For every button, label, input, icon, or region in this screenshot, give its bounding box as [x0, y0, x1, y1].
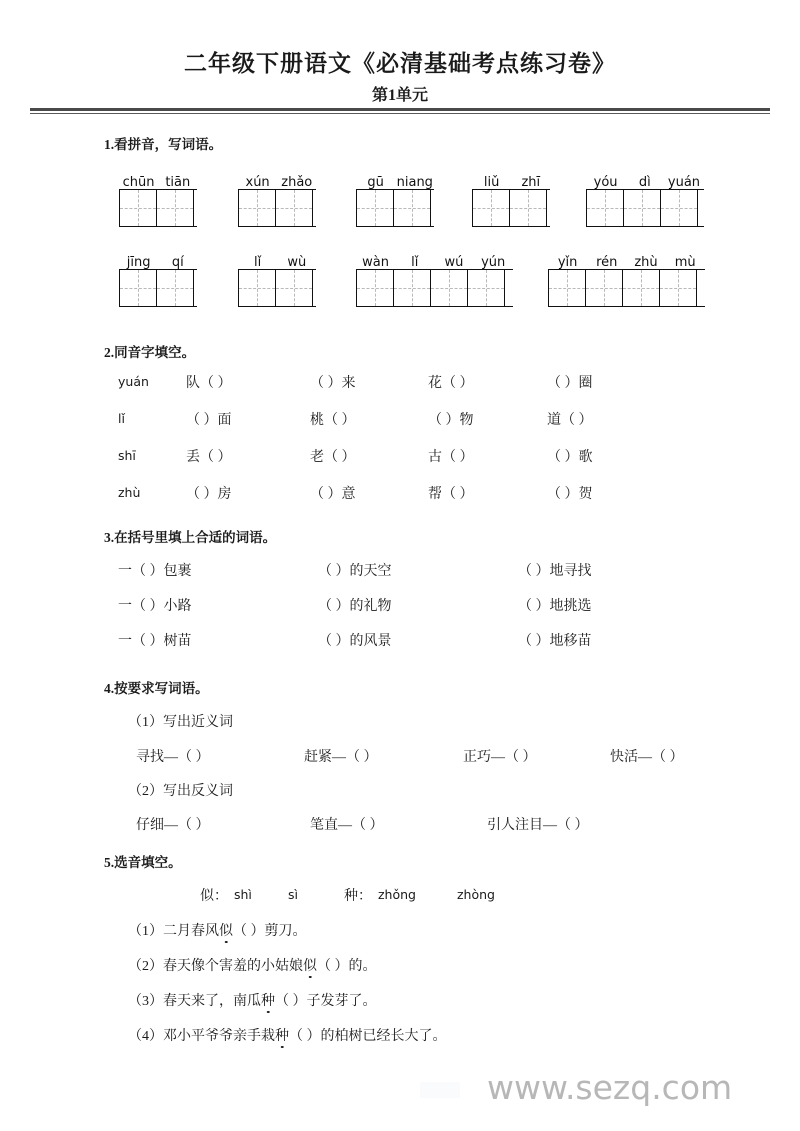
pinyin-row: [238, 170, 316, 189]
pinyin-syllable: wàn: [362, 255, 390, 270]
emphasized-char: 种: [261, 994, 275, 1009]
pinyin-syllable: lǐ: [411, 255, 419, 270]
homophone-pinyin-yuan: yuán: [118, 374, 149, 389]
tianzige-grid[interactable]: [356, 269, 513, 307]
pinyin-syllable: zhù: [634, 255, 658, 270]
pinyin-syllable: zhī: [521, 175, 541, 190]
section-3-number: 3.: [104, 530, 115, 545]
homophone-pinyin-shi: shī: [118, 448, 136, 463]
pinyin-syllable: yǐn: [557, 255, 578, 270]
tianzige-grid[interactable]: [472, 189, 550, 227]
tianzige-cell[interactable]: [276, 190, 313, 226]
pinyin-group-xunzhao: [238, 170, 316, 227]
collocation-blank[interactable]: 一（ ）树苗: [118, 634, 192, 649]
pinyin-syllable: chūn: [122, 175, 155, 190]
synonym-blank[interactable]: 快活—（ ）: [610, 750, 684, 765]
tianzige-cell[interactable]: [357, 270, 394, 306]
homophone-blank[interactable]: （ ）房: [186, 487, 232, 502]
homophone-blank[interactable]: 丢（ ）: [186, 450, 232, 465]
subsection-label-synonyms: （1）写出近义词: [128, 715, 233, 730]
collocation-blank[interactable]: （ ）的天空: [318, 564, 392, 579]
homophone-pinyin-zhu: zhù: [118, 485, 141, 500]
pinyin-syllable: dì: [638, 175, 651, 190]
reading-question[interactable]: [128, 1025, 447, 1045]
collocation-blank[interactable]: （ ）的风景: [318, 634, 392, 649]
tianzige-grid[interactable]: [586, 189, 704, 227]
section-5-number: 5.: [104, 855, 115, 870]
tianzige-cell[interactable]: [120, 190, 157, 226]
page-subtitle: 第1单元: [371, 87, 428, 104]
question-text-post: （ ）的。: [317, 959, 377, 974]
pinyin-syllable: wú: [444, 255, 464, 270]
tianzige-cell[interactable]: [431, 270, 468, 306]
tianzige-cell[interactable]: [239, 270, 276, 306]
antonym-blank[interactable]: 仔细—（ ）: [136, 818, 210, 833]
reading-question[interactable]: [128, 920, 307, 940]
homophone-blank[interactable]: 队（ ）: [186, 376, 232, 391]
section-2-heading: [104, 341, 195, 361]
emphasized-char: 种: [275, 1029, 289, 1044]
collocation-blank[interactable]: （ ）地挑选: [518, 599, 592, 614]
question-text-pre: 春天像个害羞的小姑娘: [163, 959, 303, 974]
homophone-blank[interactable]: （ ）面: [186, 413, 232, 428]
pinyin-row: [356, 250, 513, 269]
question-number: （3）: [128, 994, 163, 1009]
section-2-title: 同音字填空。: [114, 345, 196, 360]
tianzige-cell[interactable]: [468, 270, 505, 306]
question-text-post: （ ）子发芽了。: [275, 994, 377, 1009]
tianzige-grid[interactable]: [119, 189, 197, 227]
pinyin-row: [238, 250, 316, 269]
question-number: （2）: [128, 959, 163, 974]
emphasized-char: 似: [219, 924, 233, 939]
homophone-blank[interactable]: 老（ ）: [310, 450, 356, 465]
question-text-pre: 二月春风: [163, 924, 219, 939]
tianzige-grid[interactable]: [238, 269, 316, 307]
pinyin-syllable: niang: [396, 175, 433, 190]
homophone-blank[interactable]: （ ）意: [310, 487, 356, 502]
tianzige-cell[interactable]: [357, 190, 394, 226]
pinyin-syllable: lǐ: [253, 255, 262, 270]
subsection-label-antonyms: （2）写出反义词: [128, 784, 233, 799]
tianzige-grid[interactable]: [119, 269, 197, 307]
section-4-number: 4.: [104, 681, 115, 696]
section-4-title: 按要求写词语。: [114, 681, 209, 696]
pinyin-syllable: tiān: [165, 175, 191, 190]
pinyin-row: [548, 250, 705, 269]
antonym-blank[interactable]: 引人注目—（ ）: [487, 818, 589, 833]
homophone-blank[interactable]: （ ）歌: [547, 450, 593, 465]
pinyin-row: [119, 250, 197, 269]
emphasized-char: 似: [303, 959, 317, 974]
homophone-pinyin-li: lǐ: [118, 411, 125, 426]
section-3-heading: [104, 526, 276, 546]
collocation-blank[interactable]: （ ）的礼物: [318, 599, 392, 614]
tianzige-cell[interactable]: [623, 270, 660, 306]
pinyin-row: [356, 170, 434, 189]
tianzige-cell[interactable]: [510, 190, 547, 226]
page-title: 二年级下册语文《必清基础考点练习卷》: [184, 51, 616, 76]
watermark-ghost-block: [420, 1082, 460, 1098]
pinyin-syllable: xún: [245, 175, 270, 190]
homophone-blank[interactable]: （ ）物: [428, 413, 474, 428]
collocation-blank[interactable]: 一（ ）小路: [118, 599, 192, 614]
pinyin-syllable: yuán: [667, 175, 701, 190]
tianzige-cell[interactable]: [157, 270, 194, 306]
tianzige-cell[interactable]: [624, 190, 661, 226]
tianzige-cell[interactable]: [157, 190, 194, 226]
antonym-blank[interactable]: 笔直—（ ）: [310, 818, 384, 833]
reading-option-si[interactable]: sì: [288, 887, 298, 902]
header-divider: [30, 108, 770, 114]
pinyin-row: [586, 170, 704, 189]
pinyin-row: [119, 170, 197, 189]
tianzige-cell[interactable]: [587, 190, 624, 226]
pinyin-syllable: yún: [481, 255, 506, 270]
tianzige-cell[interactable]: [394, 190, 431, 226]
question-text-pre: 春天来了，南瓜: [163, 994, 261, 1009]
homophone-blank[interactable]: 帮（ ）: [428, 487, 474, 502]
section-1-number: 1.: [104, 137, 115, 152]
pinyin-syllable: zhǎo: [281, 175, 313, 190]
collocation-blank[interactable]: 一（ ）包裹: [118, 564, 192, 579]
pinyin-group-chuntian: [119, 170, 197, 227]
tianzige-cell[interactable]: [394, 270, 431, 306]
section-4-heading: [104, 677, 209, 697]
pinyin-syllable: jīng: [126, 255, 151, 270]
reading-option-zhong3[interactable]: zhǒng: [378, 887, 416, 902]
reading-key-char-zhong: 种：: [344, 889, 372, 904]
tianzige-cell[interactable]: [276, 270, 313, 306]
homophone-blank[interactable]: 古（ ）: [428, 450, 474, 465]
reading-key-char-si: 似：: [200, 889, 228, 904]
pinyin-row: [472, 170, 550, 189]
pinyin-group-jingqi: [119, 250, 197, 307]
pinyin-group-yinrenzhumu: [548, 250, 705, 307]
synonym-blank[interactable]: 寻找—（ ）: [136, 750, 210, 765]
pinyin-syllable: liǔ: [483, 175, 500, 190]
pinyin-syllable: wù: [287, 255, 307, 270]
pinyin-syllable: qí: [171, 255, 184, 270]
tianzige-grid[interactable]: [548, 269, 705, 307]
section-2-number: 2.: [104, 345, 115, 360]
homophone-blank[interactable]: （ ）贺: [547, 487, 593, 502]
tianzige-cell[interactable]: [549, 270, 586, 306]
pinyin-syllable: rén: [596, 255, 618, 270]
tianzige-grid[interactable]: [356, 189, 434, 227]
tianzige-cell[interactable]: [586, 270, 623, 306]
homophone-blank[interactable]: 花（ ）: [428, 376, 474, 391]
homophone-blank[interactable]: （ ）圈: [547, 376, 593, 391]
homophone-blank[interactable]: 桃（ ）: [310, 413, 356, 428]
tianzige-cell[interactable]: [661, 190, 698, 226]
reading-question[interactable]: [128, 990, 377, 1010]
pinyin-group-youdiyuan: [586, 170, 704, 227]
site-watermark: www.sezq.com: [487, 1068, 733, 1107]
pinyin-group-wanliwuyun: [356, 250, 513, 307]
pinyin-syllable: mù: [674, 255, 696, 270]
section-5-title: 选音填空。: [114, 855, 182, 870]
tianzige-cell[interactable]: [120, 270, 157, 306]
tianzige-cell[interactable]: [660, 270, 697, 306]
section-1-heading: [104, 133, 222, 153]
reading-option-shi[interactable]: shì: [234, 887, 252, 902]
section-1-title: 看拼音，写词语。: [114, 137, 223, 152]
pinyin-group-liwu: [238, 250, 316, 307]
pinyin-group-guniang: [356, 170, 434, 227]
pinyin-group-liuzhi: [472, 170, 550, 227]
question-number: （4）: [128, 1029, 163, 1044]
collocation-blank[interactable]: （ ）地寻找: [518, 564, 592, 579]
tianzige-cell[interactable]: [473, 190, 510, 226]
reading-option-zhong4[interactable]: zhòng: [457, 887, 495, 902]
pinyin-syllable: gū: [367, 175, 384, 190]
synonym-blank[interactable]: 正巧—（ ）: [463, 750, 537, 765]
tianzige-grid[interactable]: [238, 189, 316, 227]
homophone-blank[interactable]: （ ）来: [310, 376, 356, 391]
question-text-post: （ ）的柏树已经长大了。: [289, 1029, 447, 1044]
collocation-blank[interactable]: （ ）地移苗: [518, 634, 592, 649]
homophone-blank[interactable]: 道（ ）: [547, 413, 593, 428]
section-3-title: 在括号里填上合适的词语。: [114, 530, 277, 545]
pinyin-syllable: yóu: [593, 175, 618, 190]
synonym-blank[interactable]: 赶紧—（ ）: [304, 750, 378, 765]
question-text-pre: 邓小平爷爷亲手栽: [163, 1029, 275, 1044]
question-number: （1）: [128, 924, 163, 939]
question-text-post: （ ）剪刀。: [233, 924, 307, 939]
tianzige-cell[interactable]: [239, 190, 276, 226]
reading-question[interactable]: [128, 955, 377, 975]
section-5-heading: [104, 851, 182, 871]
